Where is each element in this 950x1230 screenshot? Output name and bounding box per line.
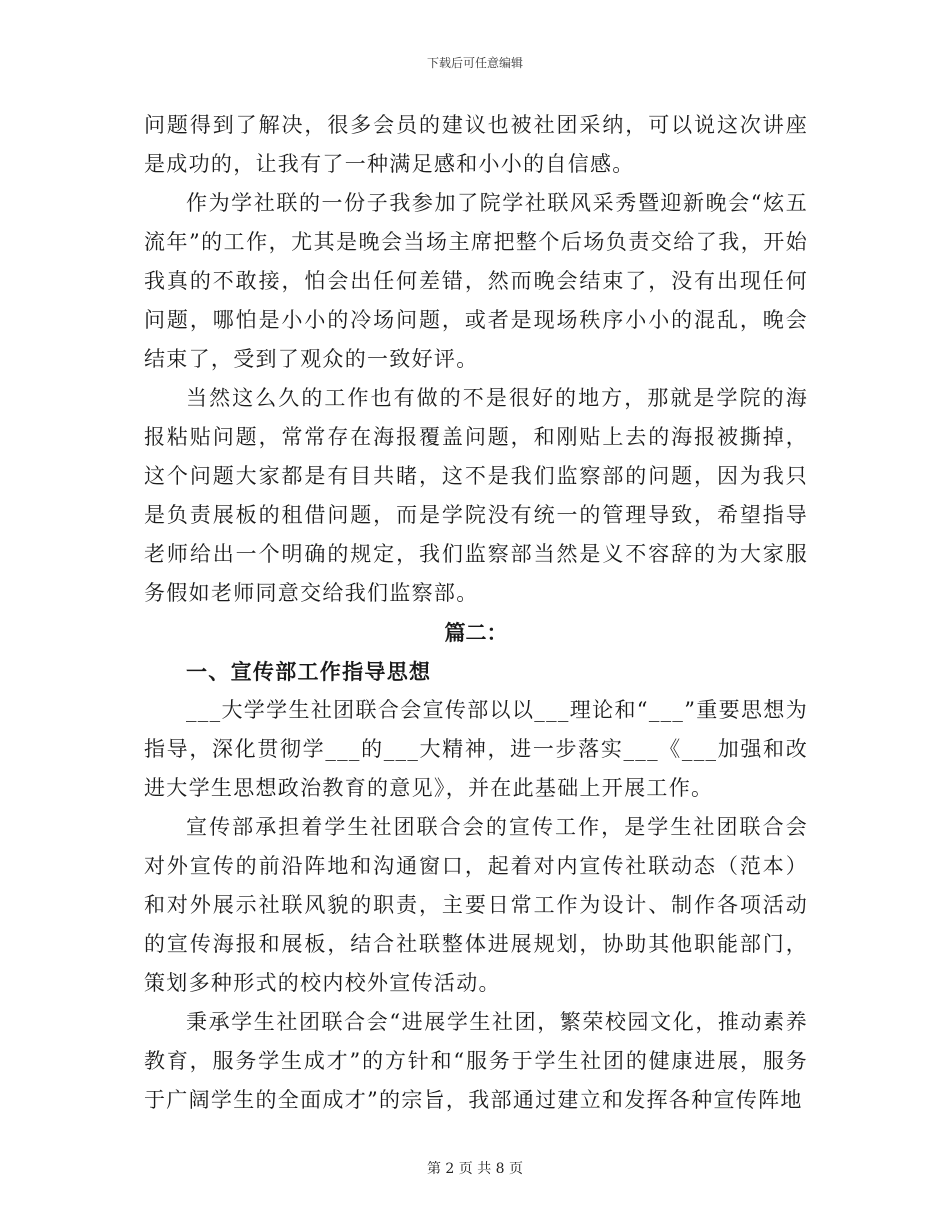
document-body	[144, 106, 808, 1120]
paragraph-principles: 秉承学生社团联合会“进展学生社团，繁荣校园文化，推动素养教育，服务学生成才”的方针和“服务于学生社团的健康进展，服务于广阔学生的全面成才”的宗旨，我部通过建立和发挥各种宣传阵地	[144, 1010, 808, 1112]
paragraph-guiding-ideology: ___大学学生社团联合会宣传部以以___理论和“___”重要思想为指导，深化贯彻学___的___大精神，进一步落实___《___加强和改进大学生思想政治教育的意见》，并在此基础上开展工作。	[144, 698, 808, 800]
page-header-note: 下载后可任意编辑	[426, 56, 523, 70]
page-number-footer: 第 2 页 共 8 页	[426, 1161, 524, 1177]
paragraph-shortcomings: 当然这么久的工作也有做的不是很好的地方，那就是学院的海报粘贴问题，常常存在海报覆盖问题，和刚贴上去的海报被撕掉，这个问题大家都是有目共睹，这不是我们监察部的问题，因为我只是负责展板的租借问题，而是学院没有统一的管理导致，希望指导老师给出一个明确的规定，我们监察部当然是义不容辞的为大家服务假如老师同意交给我们监察部。	[144, 386, 808, 605]
section-title: 篇二：	[444, 620, 508, 645]
paragraph-department-role: 宣传部承担着学生社团联合会的宣传工作，是学生社团联合会对外宣传的前沿阵地和沟通窗口，起着对内宣传社联动态（范本）和对外展示社联风貌的职责，主要日常工作为设计、制作各项活动的宣传海报和展板，结合社联整体进展规划，协助其他职能部门，策划多种形式的校内校外宣传活动。	[144, 815, 808, 995]
paragraph-gala-work: 作为学社联的一份子我参加了院学社联风采秀暨迎新晚会“炫五流年”的工作，尤其是晚会当场主席把整个后场负责交给了我，开始我真的不敢接，怕会出任何差错，然而晚会结束了，没有出现任何问题，哪怕是小小的冷场问题，或者是现场秩序小小的混乱，晚会结束了，受到了观众的一致好评。	[144, 191, 808, 371]
heading-guiding-ideology: 一、宣传部工作指导思想	[186, 659, 432, 684]
paragraph-continuation: 问题得到了解决，很多会员的建议也被社团采纳，可以说这次讲座是成功的，让我有了一种满足感和小小的自信感。	[144, 113, 808, 176]
